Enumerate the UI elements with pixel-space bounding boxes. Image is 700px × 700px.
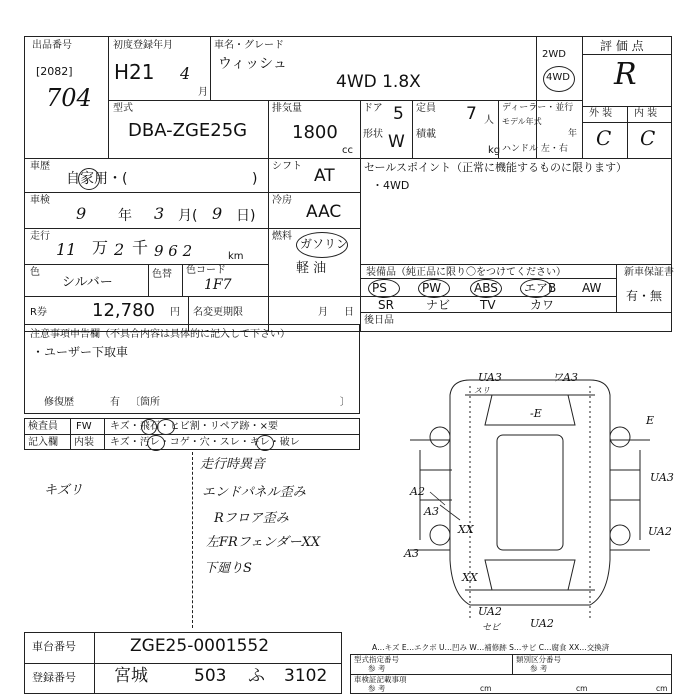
divider — [94, 632, 95, 694]
shift-value: AT — [314, 166, 335, 186]
drive-4wd: 4WD — [546, 72, 570, 83]
type-label: 型式指定番号 — [354, 655, 399, 664]
diagram-mark: XX — [462, 571, 478, 584]
history-value: 自家用・( — [66, 171, 128, 187]
repair-place: 〔箇所 — [130, 397, 160, 408]
fw-label: FW — [76, 421, 92, 432]
diagram-mark: UA2 — [648, 525, 672, 538]
dealer-handle: ハンドル 左・右 — [502, 144, 568, 154]
warranty-label: 新車保証書 — [624, 267, 674, 278]
diagram-mark: -E — [530, 407, 542, 420]
notes-label: 注意事項申告欄（不具合内容は具体的に記入して下さい） — [30, 329, 290, 340]
lot-label: 出品番号 — [32, 40, 72, 51]
first-reg-label: 初度登録年月 — [113, 40, 173, 51]
chassis-label: 車台番号 — [32, 640, 76, 653]
diagram-mark: UA2 — [478, 605, 502, 618]
divider — [512, 654, 513, 674]
equipment-item: PW — [422, 281, 442, 295]
color-change-label: 色替 — [152, 269, 172, 280]
doors-value: 5 — [393, 104, 404, 124]
cm-3: cm — [656, 684, 668, 693]
car-grade: 4WD 1.8X — [336, 72, 421, 92]
diagram-mark: UA3 — [650, 471, 674, 484]
fuel-gas: ガソリン — [300, 237, 349, 251]
lot-code: [2082] — [36, 65, 73, 78]
car-name: ウィッシュ — [218, 56, 287, 72]
interior-label: 内装 — [74, 437, 94, 448]
equipment-item: SR — [378, 298, 394, 312]
displacement-value: 1800 — [292, 122, 338, 143]
load-label: 積載 — [416, 129, 436, 140]
inspection-year: 9 — [76, 204, 87, 223]
plate-area: 宮城 — [114, 666, 148, 686]
recycle-label: R券 — [30, 307, 47, 318]
grade-ext: C — [596, 126, 612, 150]
dealer-label: ディーラー・並行 — [502, 103, 574, 113]
class-ref: 参 考 — [530, 664, 548, 673]
inspection-month: 3 — [154, 204, 165, 223]
record-label: 記入欄 — [28, 437, 58, 448]
plate-number: 3102 — [284, 666, 328, 686]
mileage-unit: km — [228, 251, 244, 262]
sales-point-item: ・4WD — [372, 179, 410, 192]
handwritten-line: 走行時異音 — [200, 457, 266, 472]
handwritten-line: Rフロア歪み — [214, 511, 289, 526]
color-label: 色 — [30, 267, 40, 278]
mileage-v2: 2 — [114, 240, 125, 259]
mileage-u1: 万 — [92, 238, 109, 257]
equipment-label: 装備品（純正品に限り〇をつけてください） — [366, 267, 566, 278]
mileage-u2: 千 — [132, 238, 149, 257]
mileage-v1: 11 — [56, 240, 77, 259]
capacity-label: 定員 — [416, 103, 436, 114]
shape-label: 形状 — [363, 129, 383, 140]
plate-label: 登録番号 — [32, 671, 76, 684]
equipment-item: エアB — [524, 281, 557, 295]
ac-label: 冷房 — [272, 195, 292, 206]
equipment-item: PS — [372, 281, 387, 295]
model-value: DBA-ZGE25G — [128, 120, 248, 141]
equipment-item: ナビ — [426, 298, 451, 312]
diagram-mark: A2 — [410, 485, 425, 498]
cm-1: cm — [480, 684, 492, 693]
class-label: 類別区分番号 — [516, 655, 561, 664]
handwritten-line: 左FRフェンダーXX — [206, 535, 321, 550]
plate-class: 503 — [194, 666, 227, 686]
equipment-item: ABS — [474, 281, 498, 295]
equipment-item: カワ — [530, 298, 555, 312]
color-code-label: 色コード — [186, 265, 226, 276]
grade-label: 評 価 点 — [600, 39, 644, 53]
lot-number: 704 — [46, 84, 92, 112]
warranty-value: 有・無 — [626, 289, 663, 303]
model-label: 型式 — [113, 103, 133, 114]
ac-value: AAC — [306, 202, 342, 222]
displacement-label: 排気量 — [272, 103, 302, 114]
repair-label: 修復歴 — [44, 397, 74, 408]
inspection-month-unit: 月( — [178, 208, 198, 224]
fuel-diesel: 軽 油 — [296, 261, 327, 276]
fuel-label: 燃料 — [272, 231, 292, 242]
grade-int-label: 内 装 — [634, 108, 658, 119]
inspection-day-unit: 日) — [236, 208, 256, 224]
diagram-mark: XX — [458, 523, 474, 536]
doors-label: ドア — [363, 103, 383, 114]
color-value: シルバー — [62, 275, 113, 290]
plate-kana: ふ — [248, 666, 265, 686]
inspection-year-unit: 年 — [118, 208, 132, 224]
handwritten-line: 下廻りS — [204, 561, 252, 576]
int-items: キズ・汚レ・コゲ・穴・スレ・キレ・破レ — [110, 437, 300, 448]
diagram-legend: A…キズ E…エクボ U…凹み W…補修跡 S…サビ C…腐食 XX…交換済 — [372, 643, 610, 652]
grade-score: R — [614, 57, 637, 92]
diagram-mark: スリ — [474, 386, 490, 395]
diagram-mark: A3 — [424, 505, 439, 518]
handwritten-line: エンドパネル歪み — [202, 485, 306, 500]
diagram-mark: UA2 — [530, 617, 554, 630]
history-close: ) — [252, 171, 258, 187]
capacity-value: 7 — [466, 104, 477, 124]
recycle-unit: 円 — [170, 307, 180, 318]
shape-value: W — [388, 132, 405, 152]
mileage-v3: 9 6 2 — [154, 242, 193, 260]
load-unit: kg — [488, 145, 501, 156]
grade-ext-label: 外 装 — [589, 108, 613, 119]
color-code: 1F7 — [204, 277, 232, 293]
name-change-label: 名変更期限 — [193, 307, 243, 318]
notes-item: ・ユーザー下取車 — [32, 345, 129, 359]
name-change-day: 日 — [344, 307, 354, 318]
grade-int: C — [640, 126, 656, 150]
inspection-day: 9 — [212, 204, 223, 223]
displacement-unit: cc — [342, 145, 353, 156]
history-label: 車歴 — [30, 161, 50, 172]
handwritten-left: キズリ — [44, 483, 83, 498]
inspector-label: 検査員 — [28, 421, 58, 432]
first-reg-month-unit: 月 — [198, 87, 208, 98]
first-reg-month: 4 — [180, 64, 191, 83]
dealer-year-unit: 年 — [568, 129, 578, 139]
type-ref: 参 考 — [368, 664, 386, 673]
first-reg-era: H21 — [114, 60, 155, 84]
diagram-mark: ワA3 — [552, 371, 578, 384]
diagram-mark: A3 — [404, 547, 419, 560]
cm-2: cm — [576, 684, 588, 693]
repair-value: 有 — [110, 397, 120, 408]
sales-point-label: セールスポイント（正常に機能するものに限ります） — [364, 161, 628, 174]
car-name-label: 車名・グレード — [214, 40, 284, 51]
back-seat-label: 後日品 — [364, 315, 394, 326]
diagram-mark: セビ — [482, 623, 501, 633]
repair-close: 〕 — [340, 397, 350, 408]
dealer-model-year: モデル年式 — [502, 117, 542, 126]
shift-label: シフト — [272, 161, 302, 172]
diagram-mark: E — [646, 414, 655, 427]
divider — [24, 663, 342, 664]
cert-label: 車検証記載事項 — [354, 675, 407, 684]
mileage-label: 走行 — [30, 231, 50, 242]
recycle-value: 12,780 — [92, 300, 155, 321]
equipment-item: AW — [582, 281, 602, 295]
fw-items: キズ・飛石・ヒビ割・リペア跡・×要 — [110, 421, 278, 432]
diagram-mark: UA3 — [478, 371, 502, 384]
drive-2wd-label: 2WD — [542, 49, 566, 60]
equipment-item: TV — [480, 298, 496, 312]
cert-ref: 参 考 — [368, 684, 386, 693]
capacity-unit: 人 — [484, 115, 494, 126]
inspection-label: 車検 — [30, 195, 50, 206]
name-change-month: 月 — [318, 307, 328, 318]
chassis-value: ZGE25-0001552 — [130, 636, 270, 656]
